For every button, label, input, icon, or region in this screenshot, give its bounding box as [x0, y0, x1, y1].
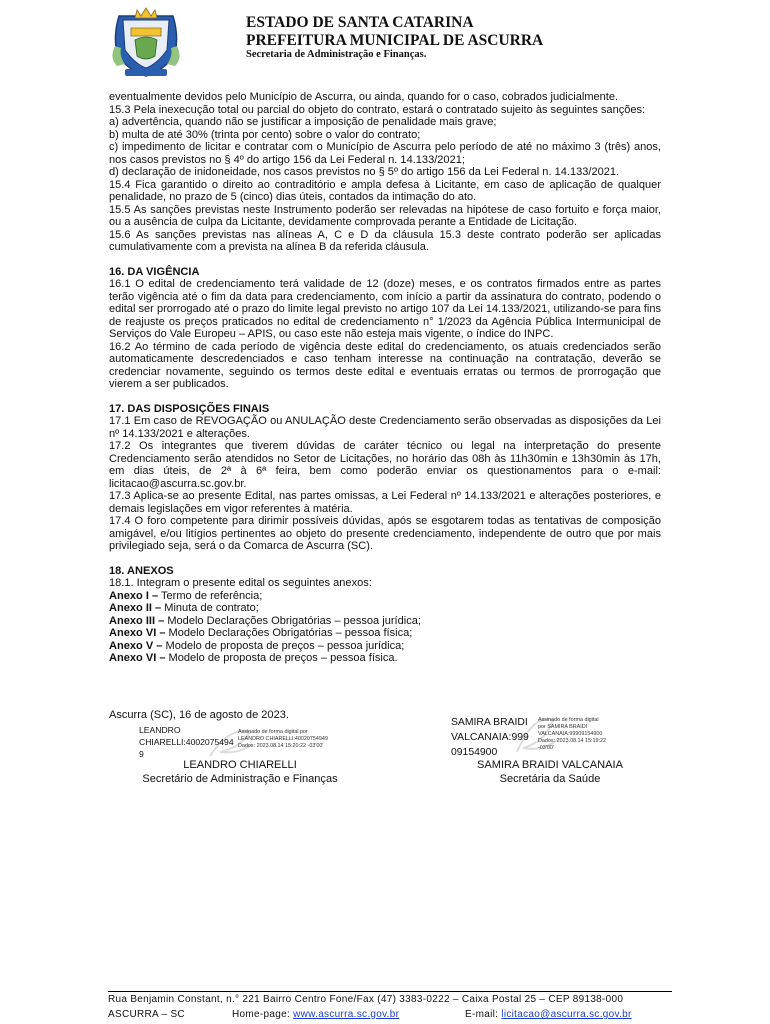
annex-item [109, 652, 661, 665]
annex-text: Modelo de proposta de preços – pessoa jurídica; [162, 639, 405, 652]
paragraph: 15.4 Fica garantido o direito ao contraditório e ampla defesa à Licitante, em caso de aplicação de qualquer penalidade, no prazo de 5 (cinco) dias úteis, contados da intimação do ato. [109, 178, 661, 203]
annex-item [109, 627, 661, 640]
date-line: Ascurra (SC), 16 de agosto de 2023. [109, 709, 289, 721]
annex-text: Minuta de contrato; [161, 602, 259, 614]
paragraph: 17.1 Em caso de REVOGAÇÃO ou ANULAÇÃO deste Credenciamento serão observadas as disposições da Lei nº 14.133/2021 e alterações. [109, 415, 661, 440]
paragraph: 15.3 Pela inexecução total ou parcial do objeto do contrato, estará o contratado sujeito às seguintes sanções: [109, 103, 646, 116]
annex-label: Anexo VI – [109, 627, 166, 639]
paragraph: 17.2 Os integrantes que tiverem dúvidas de caráter técnico ou legal na interpretação do presente Credenciamento serão atendidos no Setor de Licitações, no horário das 08h às 11h30min e 13h30min às 17h, em dias úteis, de 2ª à 6ª feira, bem como poderão enviar os questionamentos para o e-mail: licitacao@ascurra.sc.gov.br. [109, 440, 661, 490]
footer-divider [108, 991, 672, 992]
annex-item [109, 640, 661, 653]
stamp-line: por SAMIRA BRAIDI [538, 724, 588, 730]
annex-label: Anexo VI – [109, 652, 166, 664]
stamp-line: VALCANAIA:99909154900 [538, 731, 603, 737]
paragraph: 17.4 O foro competente para dirimir possíveis dúvidas, após se esgotarem todas as tentativas de composição amigável, e/ou litígios pertinentes ao objeto do presente credenciamento, independente de outro que por mais privilegiado seja, será o da Comarca de Ascurra (SC). [109, 515, 661, 552]
letterhead [0, 0, 770, 85]
annex-item [109, 590, 661, 603]
paragraph: d) declaração de inidoneidade, nos casos previstos no § 5º do artigo 156 da Lei Federal n. 14.133/2021. [109, 166, 620, 178]
paragraph: c) impedimento de licitar e contratar com o Município de Ascurra pelo período de até no máximo 3 (três) anos, nos casos previstos no § 4º do artigo 156 da Lei Federal n. 14.133/2021; [109, 141, 661, 166]
signature-name-line: CHIARELLI:4002075494 [139, 737, 234, 747]
paragraph: 15.6 As sanções previstas nas alíneas A, C e D da cláusula 15.3 deste contrato poderão ser aplicadas cumulativamente com a prevista na alínea B da referida cláusula. [109, 228, 661, 253]
signer-left [130, 758, 350, 786]
digital-signature-left-name [139, 724, 235, 760]
digital-signature-right-name [451, 715, 537, 760]
digital-signature-left-stamp [238, 729, 338, 750]
paragraph: a) advertência, quando não se justificar a imposição de penalidade mais grave; [109, 116, 497, 128]
stamp-line: -03'00' [538, 745, 554, 751]
department-subtitle: Secretaria de Administração e Finanças. [246, 49, 427, 60]
stamp-line: Assinado de forma digital por [238, 729, 308, 735]
homepage-label: Home-page: [232, 1009, 294, 1020]
digital-signature-right-stamp [538, 717, 638, 752]
section-heading-anexos: 18. ANEXOS [109, 564, 174, 577]
annex-label: Anexo III – [109, 614, 165, 627]
signature-name-line: 09154900 [451, 747, 498, 758]
signature-name-line: 9 [139, 749, 144, 759]
footer-address: Rua Benjamin Constant, n.° 221 Bairro Centro Fone/Fax (47) 3383-0222 – Caixa Postal 25 – CEP 89138-000 [108, 994, 624, 1005]
footer-email [465, 1009, 632, 1020]
signer-role: Secretário de Administração e Finanças [142, 773, 338, 785]
signature-name-line: VALCANAIA:999 [451, 732, 529, 743]
footer-homepage [232, 1009, 399, 1020]
state-title: ESTADO DE SANTA CATARINA [246, 14, 474, 31]
section-heading-vigencia: 16. DA VIGÊNCIA [109, 265, 200, 278]
signer-right [440, 758, 660, 786]
annex-text: Termo de referência; [158, 589, 263, 602]
signer-name: SAMIRA BRAIDI VALCANAIA [477, 759, 623, 771]
annex-text: Modelo de proposta de preços – pessoa física. [165, 652, 398, 664]
document-body [109, 91, 661, 665]
footer-city: ASCURRA – SC [108, 1009, 185, 1020]
paragraph: 15.5 As sanções previstas neste Instrumento poderão ser relevadas na hipótese de caso fortuito e força maior, ou a ausência de culpa da Licitante, devidamente comprovada perante a Entidade de Licitação. [109, 203, 661, 228]
stamp-line: Dados: 2023.08.14 15:20:22 -03'00' [238, 743, 324, 749]
stamp-line: Dados: 2023.08.14 15:19:22 [538, 738, 607, 744]
annex-item [109, 615, 661, 628]
annex-label: Anexo V – [109, 639, 163, 652]
prefecture-title: PREFEITURA MUNICIPAL DE ASCURRA [246, 32, 544, 49]
annex-label: Anexo I – [109, 589, 159, 602]
email-label: E-mail: [465, 1009, 502, 1020]
email-link[interactable]: licitacao@ascurra.sc.gov.br [501, 1009, 632, 1020]
homepage-link[interactable]: www.ascurra.sc.gov.br [293, 1009, 400, 1020]
annex-text: Modelo Declarações Obrigatórias – pessoa física; [165, 627, 413, 639]
annex-text: Modelo Declarações Obrigatórias – pessoa jurídica; [164, 614, 421, 627]
municipal-crest-icon [107, 6, 185, 78]
annex-item [109, 602, 661, 615]
annex-label: Anexo II – [109, 602, 162, 614]
stamp-line: Assinado de forma digital [538, 717, 599, 723]
signature-name-line: SAMIRA BRAIDI [451, 717, 528, 728]
signer-name: LEANDRO CHIARELLI [183, 759, 297, 771]
signature-name-line: LEANDRO [139, 725, 181, 735]
paragraph: b) multa de até 30% (trinta por cento) sobre o valor do contrato; [109, 128, 421, 141]
paragraph: eventualmente devidos pelo Município de Ascurra, ou ainda, quando for o caso, cobrados judicialmente. [109, 91, 619, 103]
paragraph: 16.2 Ao término de cada período de vigência deste edital do credenciamento, os atuais credenciados serão automaticamente descredenciados e caso tenham interesse na continuação na contratação, deverão se credenciar novamente, seguindo os termos deste edital e eventuais erratas ou termos de prorrogação que vierem a ser publicados. [109, 340, 661, 390]
paragraph: 16.1 O edital de credenciamento terá validade de 12 (doze) meses, e os contratos firmados entre as partes terão vigência até o fim da data para credenciamento, com início a partir da assinatura do contrato, podendo o edital ser prorrogado até o prazo do limite legal previsto no artigo 107 da Lei 14.133/2021, utilizando-se para fins de reajuste os preços praticados no edital de credenciamento n° 1/2023 da Agência Pública Intermunicipal de Serviços do Vale Europeu – APIS, ou caso este não esteja mais vigente, o índice do INPC. [109, 278, 661, 340]
stamp-line: LEANDRO CHIARELLI:40020754949 [238, 736, 328, 742]
section-heading-disposicoes: 17. DAS DISPOSIÇÕES FINAIS [109, 402, 270, 415]
paragraph: 18.1. Integram o presente edital os seguintes anexos: [109, 577, 372, 589]
signer-role: Secretária da Saúde [499, 773, 601, 785]
paragraph: 17.3 Aplica-se ao presente Edital, nas partes omissas, a Lei Federal nº 14.133/2021 e alterações posteriores, e demais legislações em vigor referentes à matéria. [109, 490, 661, 515]
